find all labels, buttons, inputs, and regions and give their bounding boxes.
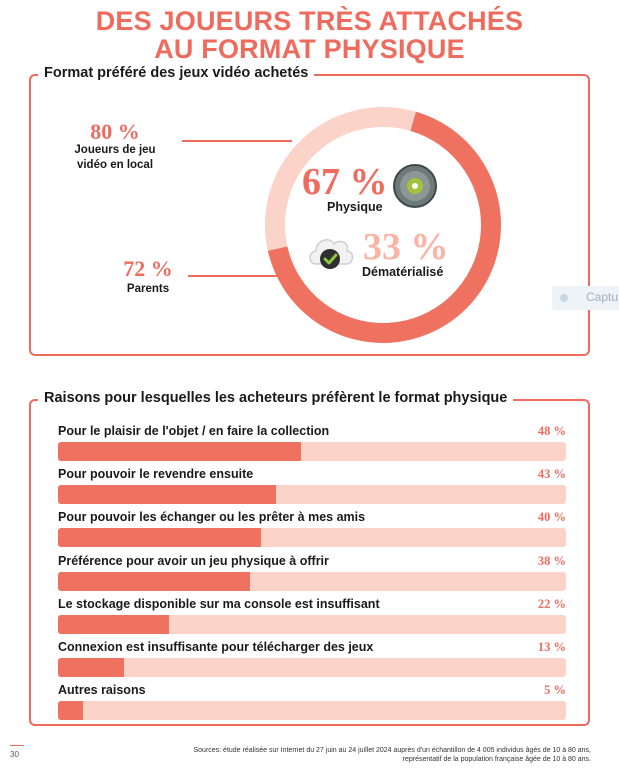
bar (58, 658, 124, 677)
bar-row (58, 640, 566, 682)
bar (58, 528, 261, 547)
source-note (193, 746, 591, 764)
bar-label: Le stockage disponible sur ma console est insuffisant (58, 596, 380, 611)
bar (58, 572, 250, 591)
bar (58, 615, 169, 634)
source-line1: Sources: étude réalisée sur Internet du 27 juin au 24 juillet 2024 auprès d'un échantillon de 4 005 individus âgés de 10 à 80 ans, (193, 747, 591, 754)
bar-row (58, 467, 566, 509)
cloud-check-icon (306, 230, 356, 274)
bar-value-label: 13 % (537, 640, 566, 654)
digital-percent: 33 % (363, 226, 449, 268)
bar-track (58, 701, 566, 720)
bar-value-label: 43 % (537, 467, 566, 482)
digital-label: Dématérialisé (362, 265, 444, 279)
bar-label: Pour le plaisir de l'objet / en faire la collection (58, 424, 330, 438)
bar-value-label: 5 % (544, 683, 566, 698)
stat-parents-value: 72 % (123, 256, 173, 281)
bar-label: Préférence pour avoir un jeu physique à offrir (58, 553, 329, 568)
page-title-line1: DES JOUEURS TRÈS ATTACHÉS (95, 6, 524, 36)
source-line2: représentatif de la population française âgée de 10 à 80 ans. (402, 756, 591, 763)
stat-parents-label: Parents (126, 283, 170, 295)
bar-track (58, 572, 566, 591)
bar-track (58, 485, 566, 504)
bar-track (58, 615, 566, 634)
footer-rule (10, 745, 24, 746)
bar-row (58, 554, 566, 596)
reasons-section-heading: Raisons pour lesquelles les acheteurs préfèrent le format physique (38, 390, 513, 406)
bar-row (58, 597, 566, 639)
bar-track (58, 442, 566, 461)
stat-local-players-label (55, 143, 175, 173)
disc-icon (392, 163, 438, 209)
bar-row (58, 683, 566, 725)
bar (58, 485, 276, 504)
bar (58, 442, 301, 461)
physical-percent: 67 % (302, 161, 388, 203)
bar-row (58, 424, 566, 466)
physical-label: Physique (327, 200, 383, 214)
capture-badge[interactable] (552, 286, 619, 310)
bar-track (58, 658, 566, 677)
stat-local-players-label-line1: Joueurs de jeu (74, 144, 156, 156)
stat-local-players-label-line2: vidéo en local (76, 159, 154, 171)
page-title-line2: AU FORMAT PHYSIQUE (154, 34, 465, 64)
bar-value-label: 40 % (537, 510, 566, 525)
bar-track (58, 528, 566, 547)
page-number: 30 (10, 750, 19, 759)
stat-local-players-value: 80 % (90, 119, 140, 144)
capture-dot-icon (560, 294, 568, 302)
bar-value-label: 48 % (537, 424, 566, 438)
bar-value-label: 22 % (537, 596, 566, 611)
bar-value-label: 38 % (537, 553, 566, 568)
bar-label: Pour pouvoir les échanger ou les prêter à mes amis (58, 510, 366, 525)
bar (58, 701, 83, 720)
bar-label: Pour pouvoir le revendre ensuite (58, 467, 254, 482)
capture-label: Captu (586, 290, 619, 304)
bar-label: Autres raisons (58, 683, 146, 698)
bar-label: Connexion est insuffisante pour télécharger des jeux (58, 640, 374, 654)
format-section-heading: Format préféré des jeux vidéo achetés (38, 65, 314, 81)
bar-row (58, 510, 566, 552)
